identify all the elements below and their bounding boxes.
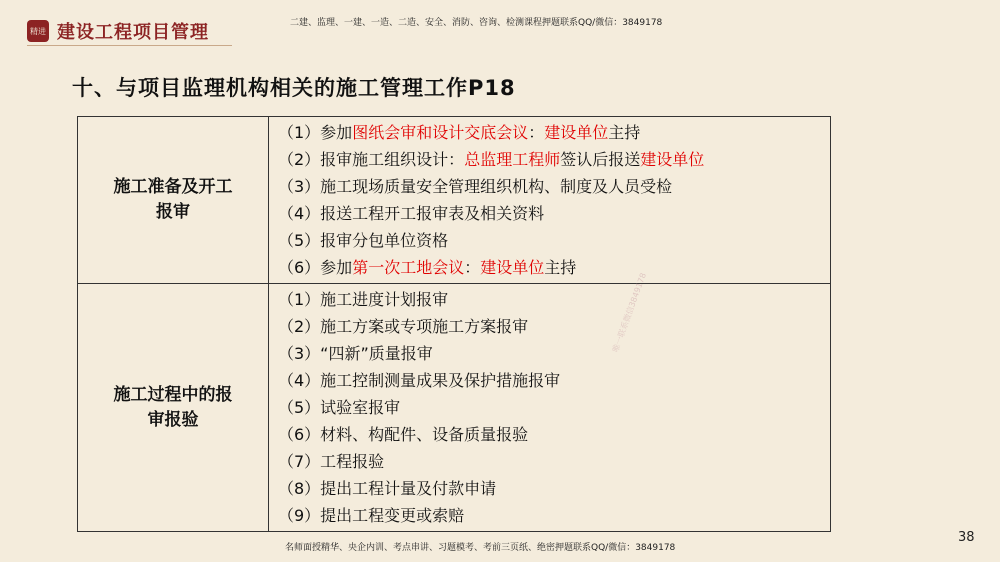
highlighted-text: 图纸会审和设计交底会议 bbox=[352, 123, 529, 142]
list-item bbox=[278, 173, 830, 200]
slide-heading: 十、与项目监理机构相关的施工管理工作P18 bbox=[72, 76, 516, 100]
item-text: （3）施工现场质量安全管理组织机构、制度及人员受检 bbox=[278, 177, 673, 196]
top-contact-note: 二建、监理、一建、一造、二造、安全、消防、咨询、检测课程押题联系QQ/微信：3849178 bbox=[290, 18, 663, 28]
item-text: （5）报审分包单位资格 bbox=[278, 231, 449, 250]
list-item bbox=[278, 313, 830, 340]
items-cell bbox=[269, 117, 831, 284]
page-number: 38 bbox=[958, 530, 975, 545]
item-text: （4）施工控制测量成果及保护措施报审 bbox=[278, 371, 561, 390]
work-table bbox=[77, 116, 831, 532]
category-line: 审报验 bbox=[147, 409, 199, 430]
item-text: （2）施工方案或专项施工方案报审 bbox=[278, 317, 529, 336]
item-text: ： bbox=[528, 123, 545, 142]
item-text: （6）参加 bbox=[278, 258, 353, 277]
list-item bbox=[278, 448, 830, 475]
item-text: 主持 bbox=[608, 123, 641, 142]
bottom-contact-note: 名师面授精华、央企内训、考点串讲、习题模考、考前三页纸、绝密押题联系QQ/微信：3849178 bbox=[285, 543, 676, 553]
list-item bbox=[278, 502, 830, 529]
item-text: 主持 bbox=[544, 258, 577, 277]
item-text: ： bbox=[464, 258, 481, 277]
category-line: 施工过程中的报 bbox=[113, 384, 233, 405]
highlighted-text: 建设单位 bbox=[480, 258, 545, 277]
item-text: （1）施工进度计划报审 bbox=[278, 290, 449, 309]
highlighted-text: 第一次工地会议 bbox=[352, 258, 465, 277]
list-item bbox=[278, 146, 830, 173]
list-item bbox=[278, 254, 830, 281]
item-text: （5）试验室报审 bbox=[278, 398, 401, 417]
list-item bbox=[278, 475, 830, 502]
highlighted-text: 建设单位 bbox=[544, 123, 609, 142]
item-text: （1）参加 bbox=[278, 123, 353, 142]
item-text: （6）材料、构配件、设备质量报验 bbox=[278, 425, 529, 444]
item-text: （9）提出工程变更或索赔 bbox=[278, 506, 465, 525]
list-item bbox=[278, 227, 830, 254]
highlighted-text: 建设单位 bbox=[640, 150, 705, 169]
category-line: 施工准备及开工 bbox=[113, 177, 233, 197]
item-text: （8）提出工程计量及付款申请 bbox=[278, 479, 497, 498]
highlighted-text: 总监理工程师 bbox=[464, 150, 561, 169]
item-text: （2）报审施工组织设计： bbox=[278, 150, 465, 169]
list-item bbox=[278, 421, 830, 448]
category-cell bbox=[78, 117, 269, 284]
logo-badge: 精进 bbox=[27, 20, 49, 42]
brand-title: 建设工程项目管理 bbox=[57, 22, 209, 43]
category-line: 报审 bbox=[156, 202, 190, 222]
list-item bbox=[278, 367, 830, 394]
list-item bbox=[278, 340, 830, 367]
watermark: 唯一联系微信3849178 bbox=[610, 271, 649, 354]
brand-underline bbox=[27, 45, 232, 46]
table-row bbox=[78, 117, 831, 284]
item-text: （7）工程报验 bbox=[278, 452, 385, 471]
list-item bbox=[278, 119, 830, 146]
item-text: 签认后报送 bbox=[560, 150, 641, 169]
list-item bbox=[278, 394, 830, 421]
list-item bbox=[278, 200, 830, 227]
table-row bbox=[78, 284, 831, 532]
item-text: （4）报送工程开工报审表及相关资料 bbox=[278, 204, 545, 223]
item-text: （3）“四新”质量报审 bbox=[278, 344, 433, 363]
category-cell bbox=[78, 284, 269, 532]
items-cell bbox=[269, 284, 831, 532]
list-item bbox=[278, 286, 830, 313]
